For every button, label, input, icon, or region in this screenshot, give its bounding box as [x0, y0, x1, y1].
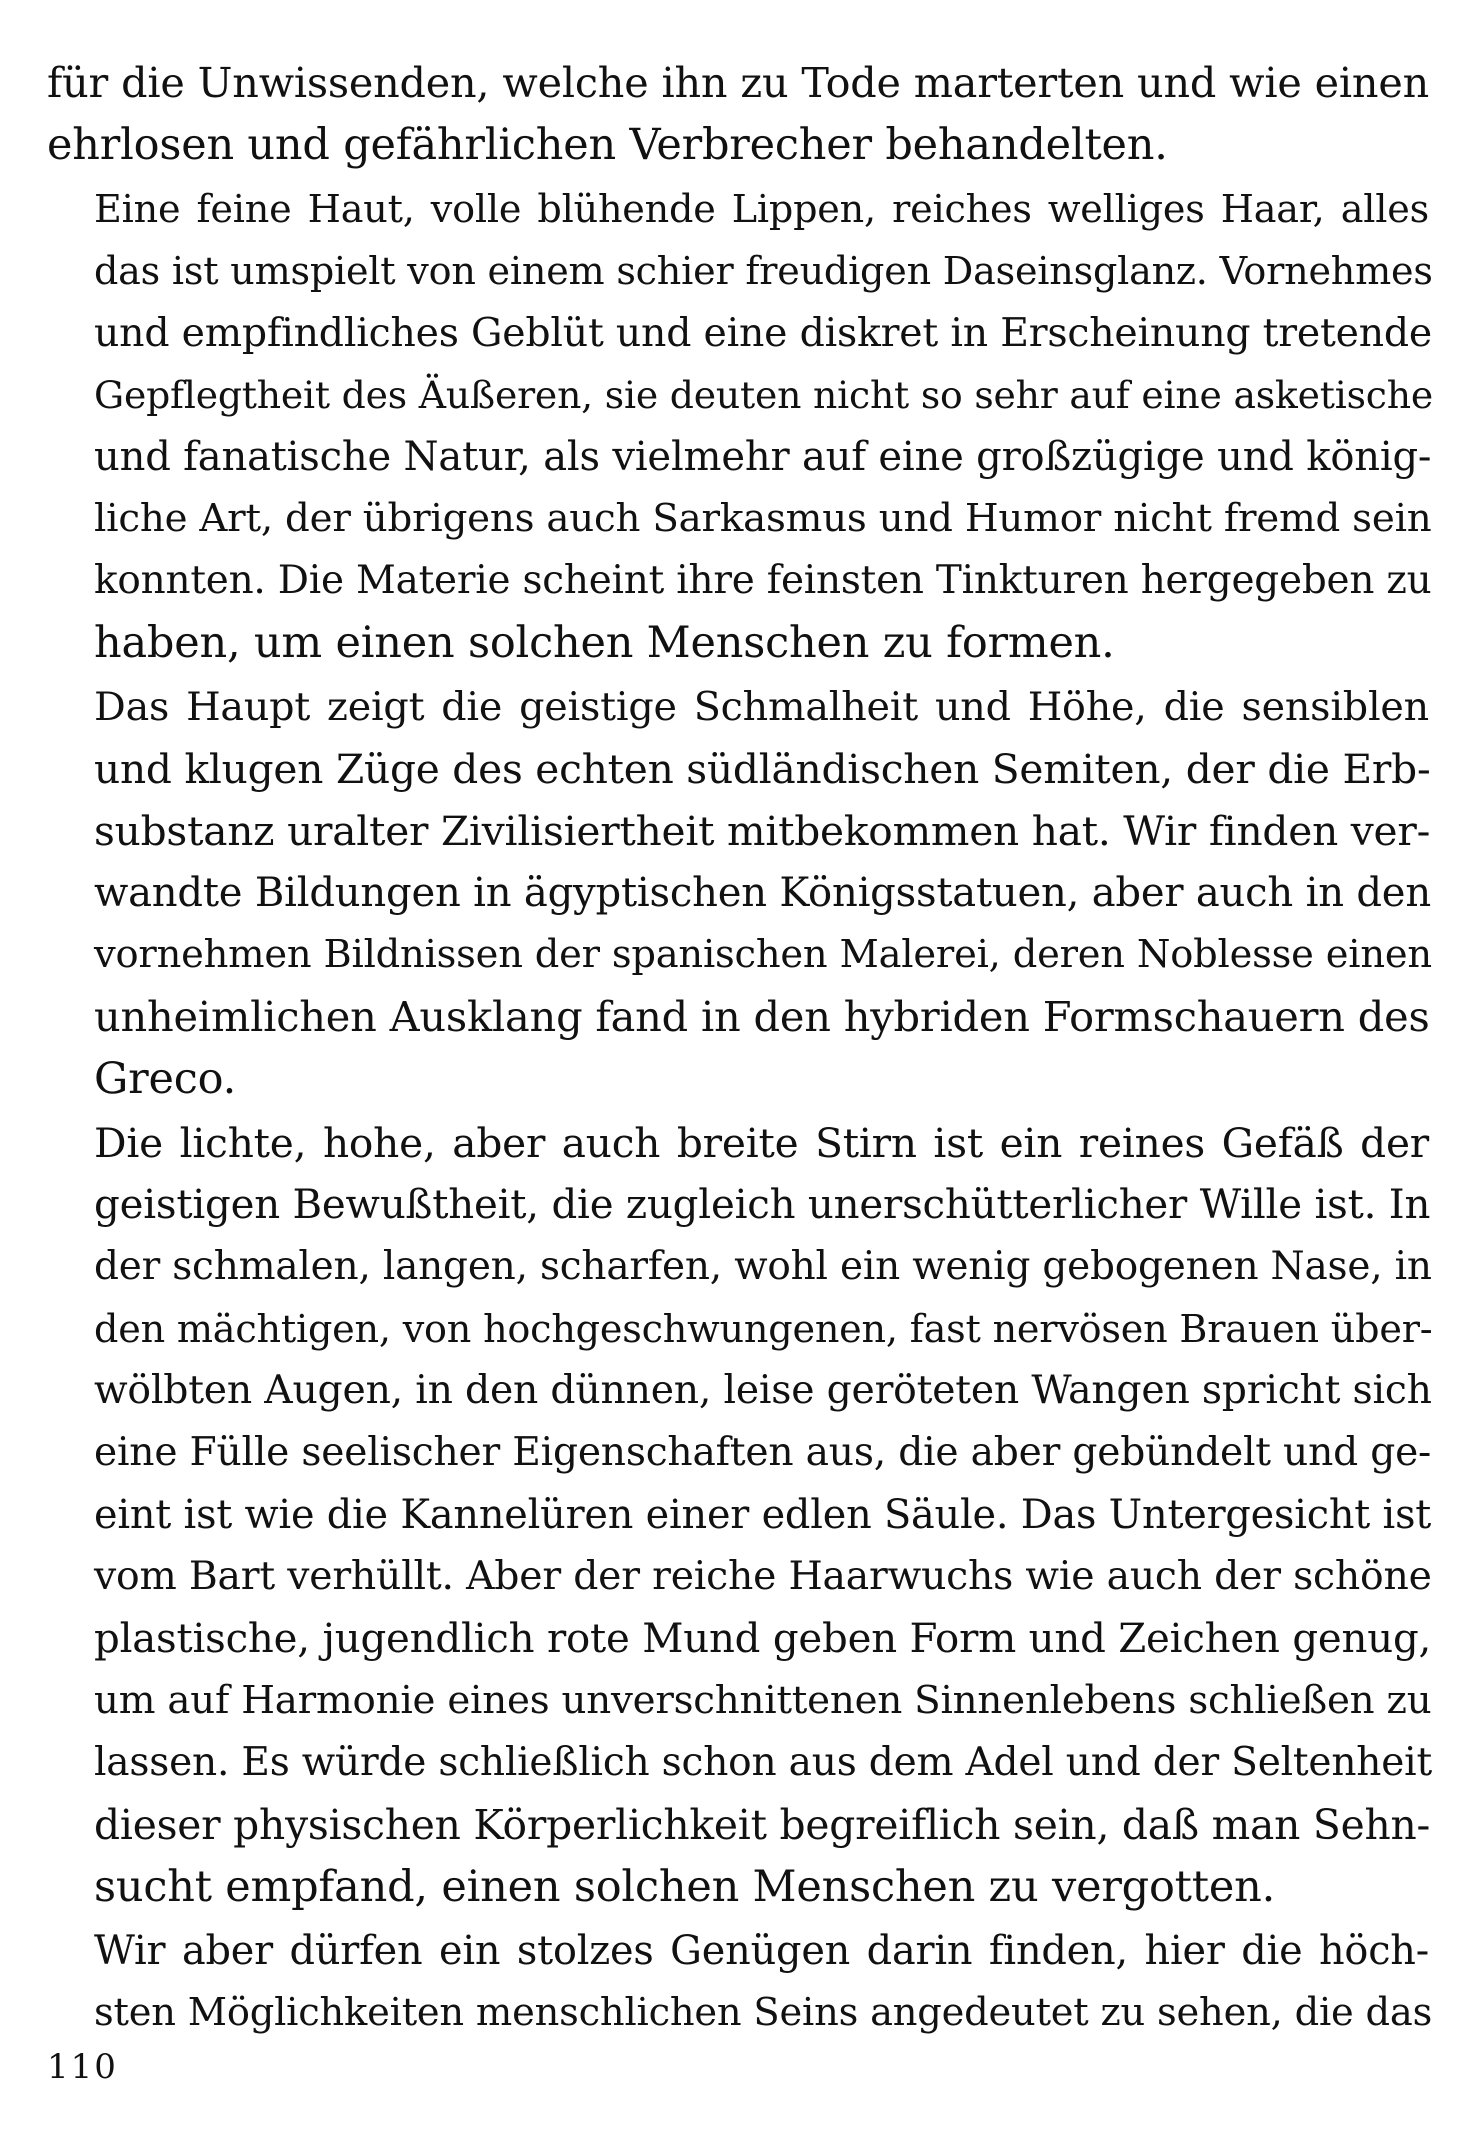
paragraph — [47, 52, 1429, 176]
text-line: Eine feine Haut, volle blühende Lippen, reiches welliges Haar, alles — [94, 187, 1429, 231]
text-line: um auf Harmonie eines unverschnittenen Sinnenlebens schließen zu — [94, 1678, 1432, 1723]
text-line: sucht empfand, einen solchen Menschen zu vergotten. — [94, 1862, 1276, 1912]
text-line: konnten. Die Materie scheint ihre feinsten Tinkturen hergegeben zu — [94, 558, 1432, 603]
text-line: eine Fülle seelischer Eigenschaften aus, die aber gebündelt und ge- — [94, 1430, 1432, 1475]
text-line: wölbten Augen, in den dünnen, leise geröteten Wangen spricht sich — [94, 1368, 1432, 1413]
text-line: dieser physischen Körperlichkeit begreiflich sein, daß man Sehn- — [94, 1801, 1431, 1849]
text-line: das ist umspielt von einem schier freudigen Daseinsglanz. Vornehmes — [94, 249, 1433, 293]
text-line: vom Bart verhüllt. Aber der reiche Haarwuchs wie auch der schöne — [94, 1554, 1432, 1599]
text-line: wandte Bildungen in ägyptischen Königsstatuen, aber auch in den — [94, 870, 1431, 916]
text-line: eint ist wie die Kannelüren einer edlen Säule. Das Untergesicht ist — [94, 1492, 1432, 1538]
text-line: Greco. — [94, 1054, 237, 1104]
text-line: vornehmen Bildnissen der spanischen Malerei, deren Noblesse einen — [94, 932, 1432, 977]
text-line: Die lichte, hohe, aber auch breite Stirn ist ein reines Gefäß der — [94, 1119, 1429, 1167]
page-number: 110 — [47, 2047, 118, 2087]
text-line: liche Art, der übrigens auch Sarkasmus und Humor nicht fremd sein — [94, 496, 1432, 541]
text-line: geistigen Bewußtheit, die zugleich unerschütterlicher Wille ist. In — [94, 1182, 1431, 1228]
text-line: substanz uralter Zivilisiertheit mitbekommen hat. Wir finden ver- — [94, 807, 1431, 855]
paragraph — [47, 178, 1433, 674]
text-line: unheimlichen Ausklang fand in den hybriden Formschauern des — [94, 992, 1430, 1041]
text-line: Gepflegtheit des Äußeren, sie deuten nicht so sehr auf eine asketische — [94, 373, 1433, 417]
body-text — [47, 52, 1433, 2046]
text-line: und klugen Züge des echten südländischen Semiten, der die Erb- — [94, 745, 1431, 793]
text-line: den mächtigen, von hochgeschwungenen, fast nervösen Brauen über- — [94, 1307, 1433, 1351]
text-line: Wir aber dürfen ein stolzes Genügen darin finden, hier die höch- — [94, 1928, 1429, 1974]
text-line: plastische, jugendlich rote Mund geben Form und Zeichen genug, — [94, 1616, 1432, 1662]
text-line: und fanatische Natur, als vielmehr auf eine großzügige und könig- — [94, 434, 1432, 480]
paragraph — [47, 676, 1432, 1110]
text-line: Das Haupt zeigt die geistige Schmalheit und Höhe, die sensiblen — [94, 684, 1429, 730]
text-line: ehrlosen und gefährlichen Verbrecher behandelten. — [47, 120, 1168, 170]
paragraph — [47, 1920, 1433, 2044]
text-line: für die Unwissenden, welche ihn zu Tode marterten und wie einen — [47, 59, 1429, 107]
text-line: lassen. Es würde schließlich schon aus dem Adel und der Seltenheit — [94, 1740, 1432, 1785]
text-line: sten Möglichkeiten menschlichen Seins angedeutet zu sehen, die das — [94, 1990, 1433, 2035]
text-line: und empfindliches Geblüt und eine diskret in Erscheinung tretende — [94, 310, 1433, 356]
paragraph — [47, 1112, 1433, 1918]
text-line: haben, um einen solchen Menschen zu formen. — [94, 618, 1115, 668]
text-line: der schmalen, langen, scharfen, wohl ein wenig gebogenen Nase, in — [94, 1244, 1432, 1289]
